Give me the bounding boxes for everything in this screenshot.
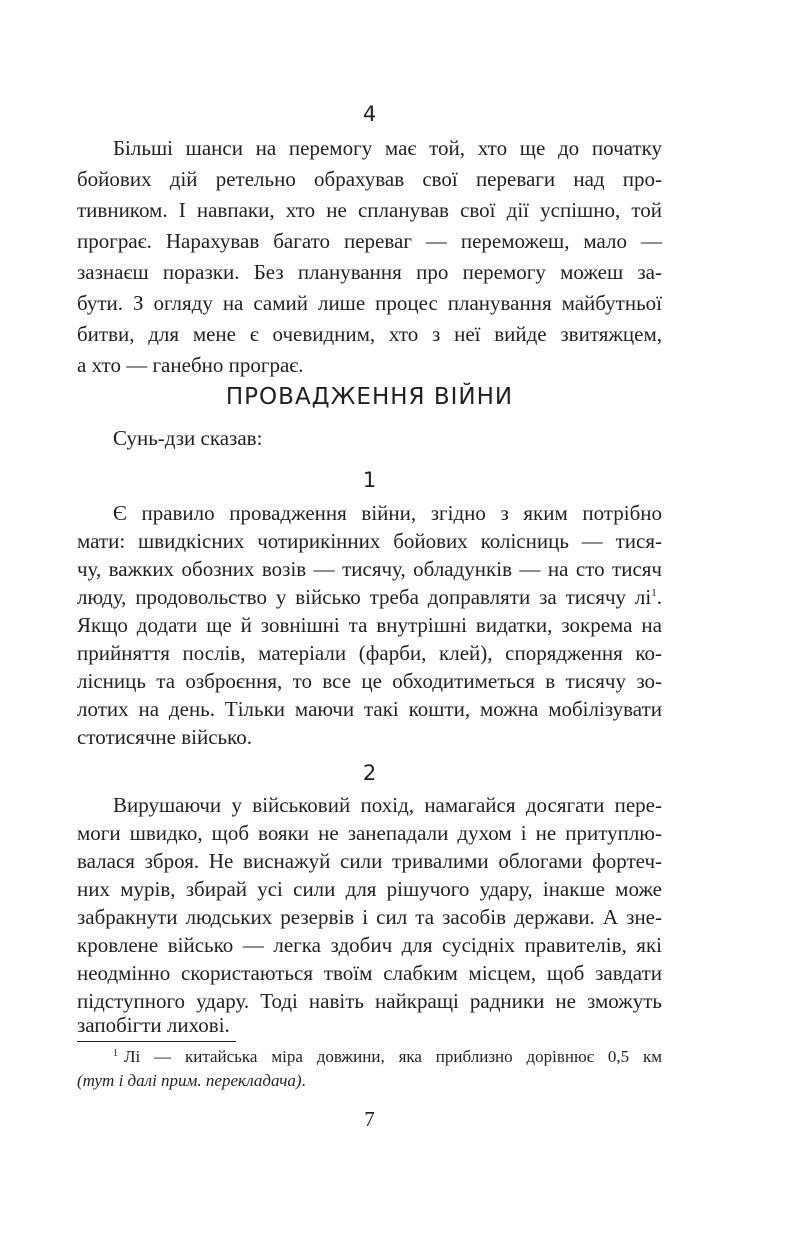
text-line: бойових дій ретельно обрахував свої переваги над про- (77, 167, 662, 191)
text-line: запобігти лихові. (77, 1013, 230, 1037)
text-line (77, 584, 662, 611)
text-line: забракнути людських резервів і сил та засобів держави. А зне- (77, 905, 662, 929)
text-line: неодмінно скористаються твоїм слабким місцем, щоб завдати (77, 961, 662, 985)
footnote-marker: 1 (113, 1048, 118, 1059)
text-line: мати: швидкісних чотирикінних бойових колісниць — тися- (77, 529, 662, 553)
text-line: Вирушаючи у військовий похід, намагайся досягати пере- (113, 793, 662, 817)
text-line: стотисячне військо. (77, 725, 252, 749)
footnote-line (113, 1046, 662, 1068)
text-line: кровлене військо — легка здобич для сусідніх правителів, які (77, 933, 662, 957)
footnote-end-punctuation: . (301, 1071, 306, 1090)
section-number-1: 1 (362, 468, 377, 492)
text-line: битви, для мене є очевидним, хто з неї вийде звитяжцем, (77, 322, 662, 346)
book-page (77, 0, 662, 1241)
footnote-text: Лі — китайська міра довжини, яка приблизно дорівнює 0,5 км (124, 1047, 662, 1066)
text-line: тивником. І навпаки, хто не спланував свої дії успішно, той (77, 198, 662, 222)
chapter-title: ПРОВАДЖЕННЯ ВІЙНИ (225, 384, 514, 410)
footnote-reference: 1 (651, 587, 657, 599)
line-end-punctuation: . (656, 585, 662, 609)
text-line: лісниць та озброєння, то все це обходитиметься в тисячу зо- (77, 669, 662, 693)
text-line: чу, важких обозних возів — тисячу, обладунків — на сто тисяч (77, 557, 662, 581)
text-line: Якщо додати ще й зовнішні та внутрішні видатки, зокрема на (77, 613, 662, 637)
text-line: бути. З огляду на самий лише процес планування майбутньої (77, 291, 662, 315)
footnote-italic-note: (тут і далі прим. перекладача) (77, 1071, 302, 1090)
page-number: 7 (364, 1107, 375, 1131)
text-line: валася зброя. Не виснажуй сили тривалими облогами фортеч- (77, 849, 662, 873)
text-line: них мурів, збирай усі сили для рішучого удару, інакше може (77, 877, 662, 901)
text-line-content: люду, продовольство у військо треба доправляти за тисячу лі (77, 585, 652, 609)
section-number-4: 4 (362, 102, 377, 126)
text-line: програє. Нарахував багато переваг — переможеш, мало — (77, 229, 662, 253)
text-line: прийняття послів, матеріали (фарби, клей), спорядження ко- (77, 641, 662, 665)
text-line: Більші шанси на перемогу має той, хто ще до початку (113, 136, 662, 160)
chapter-intro: Сунь-дзи сказав: (113, 426, 263, 450)
text-line: моги швидко, щоб вояки не занепадали духом і не притуплю- (77, 821, 662, 845)
footnote-line (77, 1070, 662, 1092)
footnote-divider (77, 1041, 236, 1042)
text-line: Є правило провадження війни, згідно з яким потрібно (113, 501, 662, 525)
section-number-2: 2 (362, 761, 377, 785)
text-line: підступного удару. Тоді навіть найкращі радники не зможуть (77, 989, 662, 1013)
text-line: лотих на день. Тільки маючи такі кошти, можна мобілізувати (77, 697, 662, 721)
text-line: зазнаєш поразки. Без планування про перемогу можеш за- (77, 260, 662, 284)
text-line: а хто — ганебно програє. (77, 353, 304, 377)
